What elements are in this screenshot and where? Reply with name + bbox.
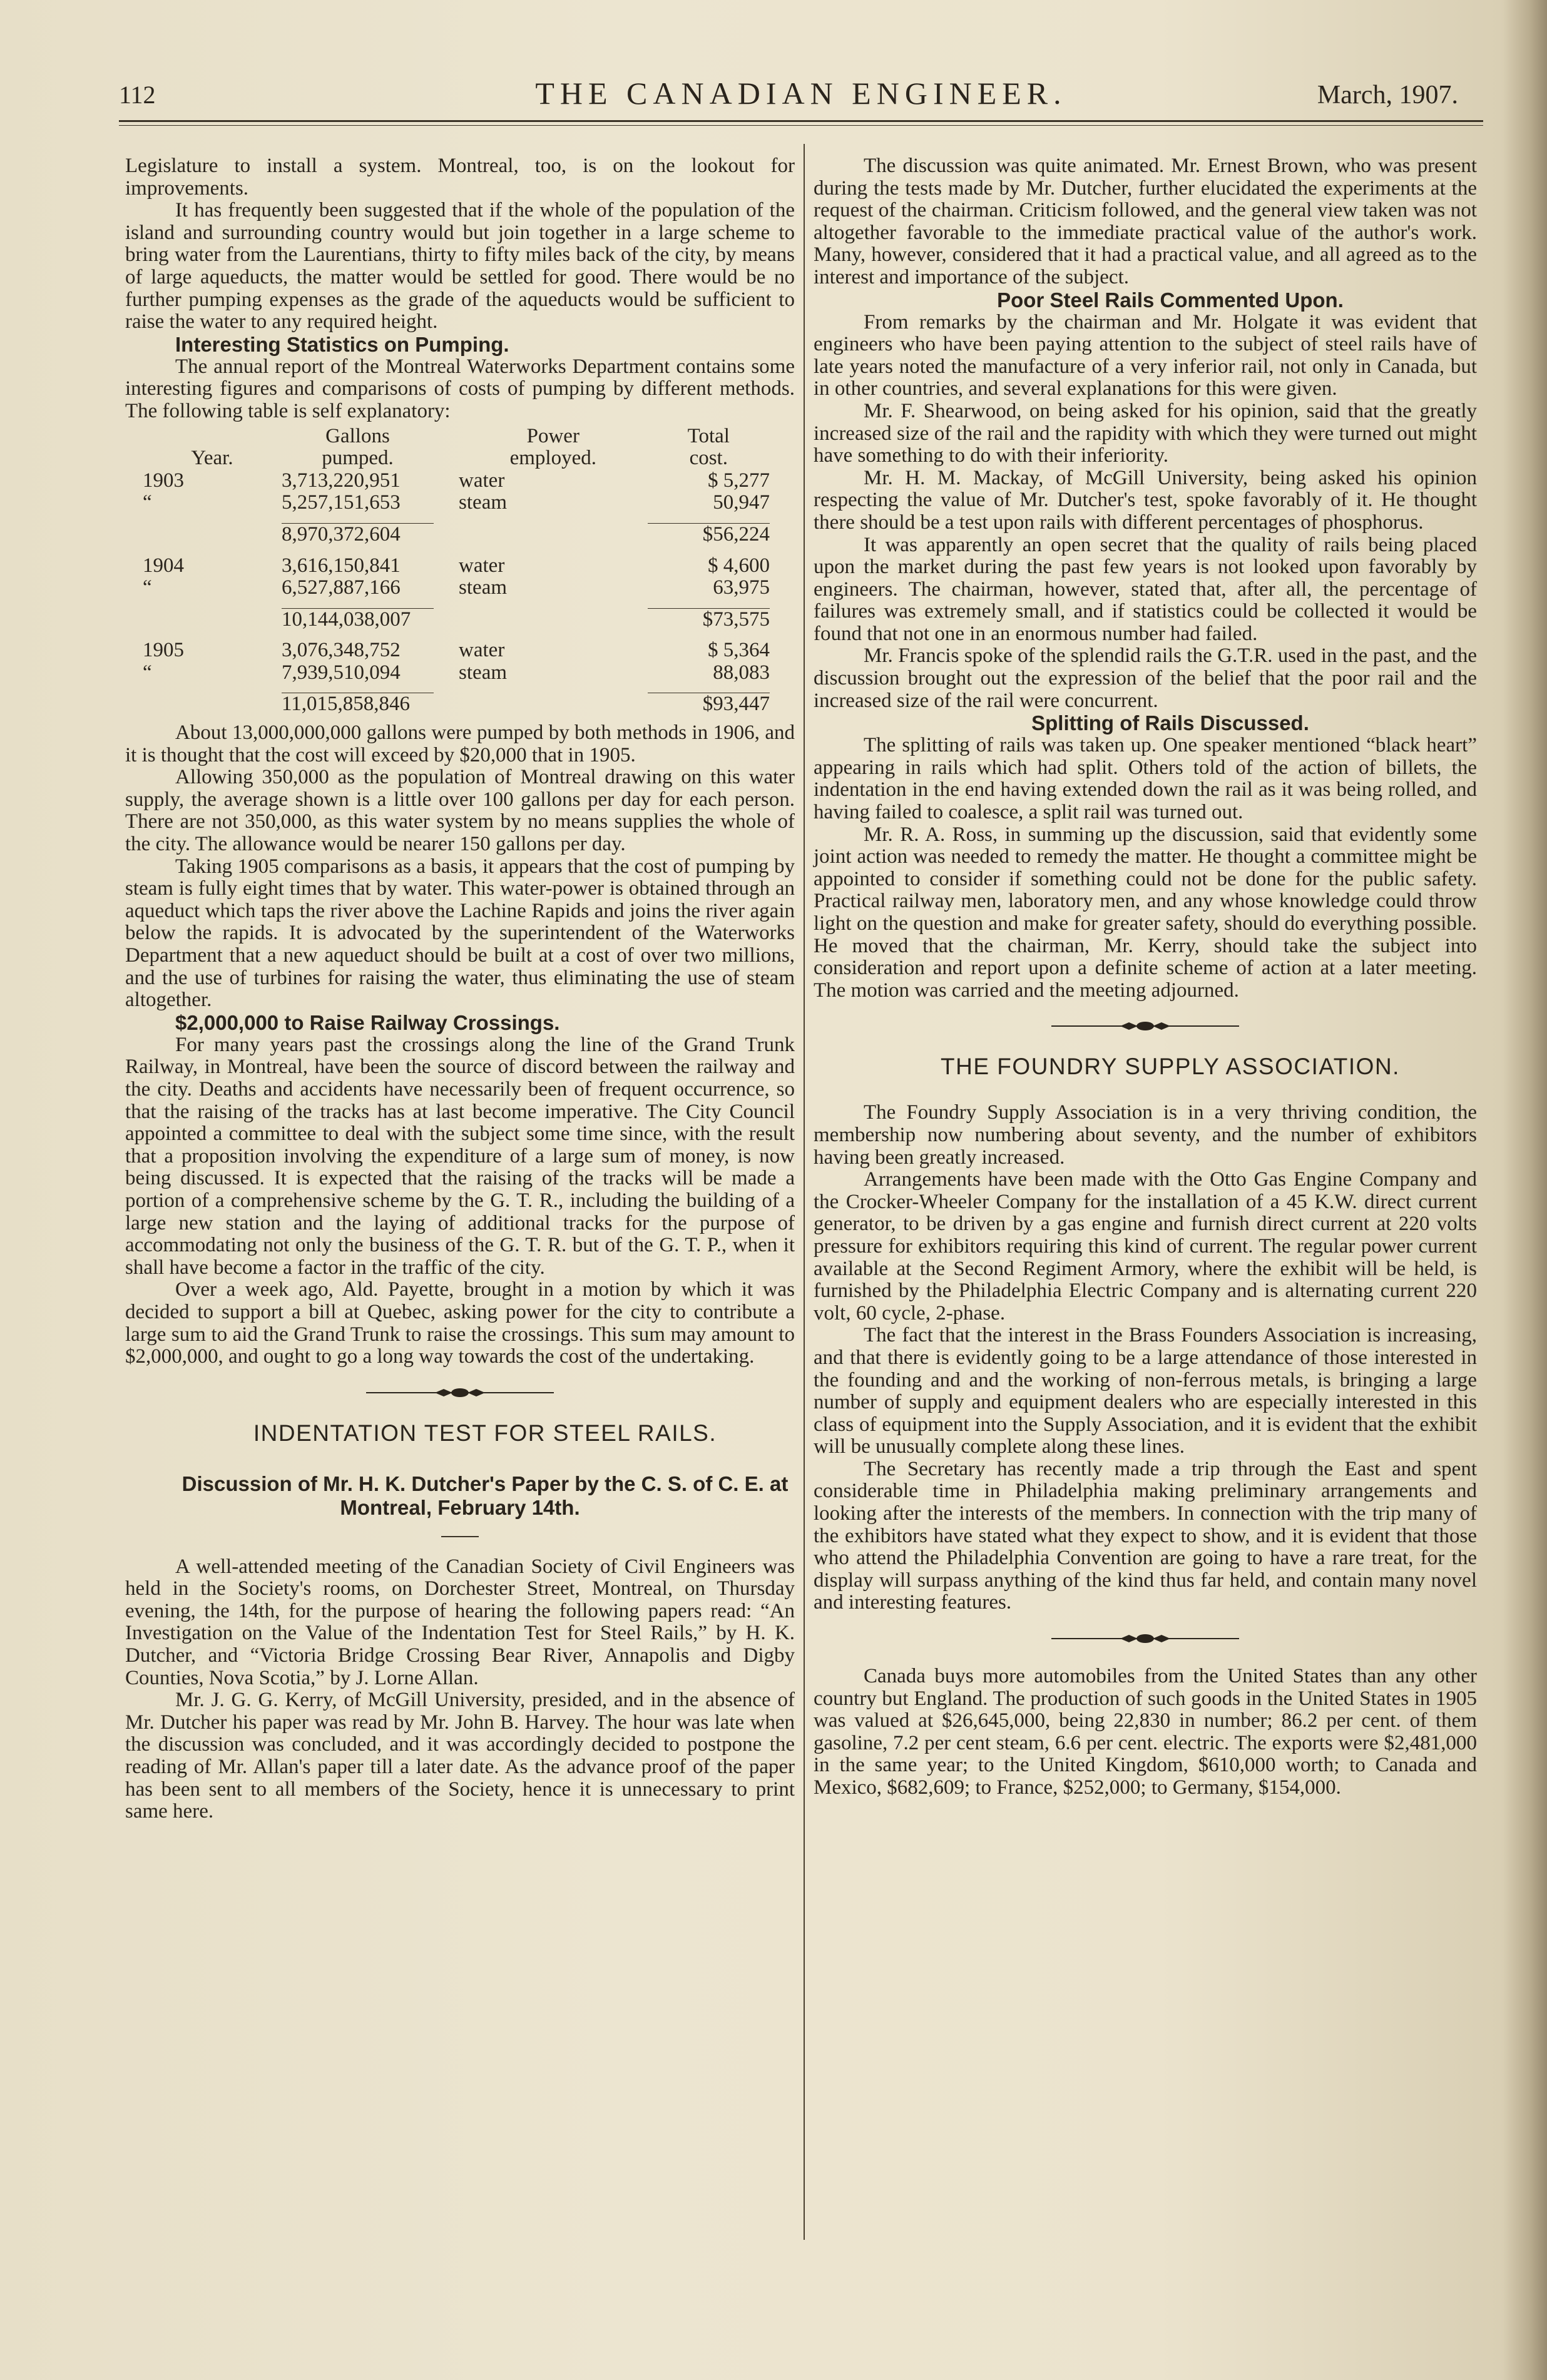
table-row	[125, 470, 795, 492]
total-gallons-cell: 11,015,858,846	[282, 684, 434, 716]
paragraph: Taking 1905 comparisons as a basis, it appears that the cost of pumping by steam is fully eight times that by water. This water-power is obtained through an aqueduct which taps the river above the Lachine Rapids and joins the river again below the rapids. It is advocated by the superintendent of the Waterworks Department that a new aqueduct should be built at a cost of over two millions, and the use of turbines for raising the water, thus eliminating the use of steam altogether.	[125, 855, 795, 1012]
cost-cell: 63,975	[713, 576, 770, 599]
year-cell: “	[143, 491, 152, 514]
article-headline: INDENTATION TEST FOR STEEL RAILS.	[253, 1420, 717, 1446]
cost-cell: 88,083	[713, 661, 770, 684]
total-gallons-cell: 10,144,038,007	[282, 599, 434, 631]
right-column	[814, 155, 1477, 1799]
article-headline: THE FOUNDRY SUPPLY ASSOCIATION.	[941, 1054, 1400, 1080]
paragraph: The discussion was quite animated. Mr. Ernest Brown, who was present during the tests made by Mr. Dutcher, further elucidated the experiments at the request of the chairman. Criticism followed, and the general view taken was not altogether favorable to the immediate practical value of the author's work. Many, however, considered that it had a practical value, and all agreed as to the interest and importance of the subject.	[814, 155, 1477, 288]
paragraph: Mr. H. M. Mackay, of McGill University, being asked his opinion respecting the value of Mr. Dutcher's test, spoke favorably of it. He thought there should be a test upon rails with different percentages of phosphorus.	[814, 466, 1477, 534]
cost-cell: $ 5,277	[708, 469, 770, 492]
cost-cell: $ 4,600	[708, 554, 770, 577]
total-cost-cell: $73,575	[648, 599, 795, 631]
column-header: Year.	[191, 447, 233, 470]
table-total-row	[125, 514, 795, 546]
paragraph: Arrangements have been made with the Otto Gas Engine Company and the Crocker-Wheeler Company for the installation of a 45 K.W. direct current generator, to be driven by a gas engine and furnish direct current at 220 volts pressure for exhibitors requiring this kind of current. The regular power current available at the Second Regiment Armory, where the exhibit will be held, is furnished by the Philadelphia Electric Company and is alternating current 220 volt, 60 cycle, 2-phase.	[814, 1168, 1477, 1325]
gallons-cell: 3,616,150,841	[281, 554, 401, 577]
gallons-cell: 3,076,348,752	[281, 639, 401, 662]
page-header	[119, 76, 1483, 124]
subheading: Interesting Statistics on Pumping.	[175, 332, 509, 356]
paragraph: Mr. Francis spoke of the splendid rails the G.T.R. used in the past, and the discussion brought out the expression of the belief that the poor rail and the increased size of the rail were concurrent.	[814, 644, 1477, 712]
header-rule-thin	[119, 125, 1483, 126]
table-header-row	[125, 425, 795, 470]
total-cost-cell: $93,447	[648, 684, 795, 716]
year-cell: 1903	[143, 469, 184, 492]
paragraph: The fact that the interest in the Brass Founders Association is increasing, and that there is evidently going to be a large attendance of those interested in the founding and and the working of non-ferrous metals, is bringing a large number of supply and equipment dealers who are especially interested in this class of equipment into the Supply Association, and it is evident that the exhibit will be unusually complete along these lines.	[814, 1324, 1477, 1458]
subheading: Poor Steel Rails Commented Upon.	[997, 288, 1344, 312]
gallons-cell: 6,527,887,166	[281, 576, 401, 599]
cost-cell: $ 5,364	[708, 639, 770, 662]
short-rule	[441, 1536, 479, 1537]
paragraph: From remarks by the chairman and Mr. Holgate it was evident that engineers who have been paying attention to the subject of steel rails have of late years noted the manufacture of a very inferior rail, not only in Canada, but in other countries, and several explanations for this were given.	[814, 310, 1477, 400]
paragraph: It has frequently been suggested that if the whole of the population of the island and surrounding country would but join together in a large scheme to bring water from the Laurentians, thirty to fifty miles back of the city, by means of large aqueducts, the matter would be settled for good. There would be no further pumping expenses as the grade of the aqueducts would be sufficient to raise the water to any required height.	[125, 199, 795, 333]
gallons-cell: 7,939,510,094	[281, 661, 401, 684]
table-row	[125, 577, 795, 599]
journal-title: THE CANADIAN ENGINEER.	[535, 76, 1067, 111]
article-deck: Discussion of Mr. H. K. Dutcher's Paper by the C. S. of C. E. at Montreal, February 14th.	[181, 1472, 789, 1519]
table-row	[125, 492, 795, 514]
column-header: Power employed.	[509, 424, 596, 470]
year-cell: 1904	[143, 554, 184, 577]
paragraph: Canada buys more automobiles from the United States than any other country but England. The production of such goods in the United States in 1905 was valued at $26,645,000, being 22,830 in number; 86.2 per cent. of them gasoline, 7.2 per cent steam, 6.6 per cent. electric. The exports were $2,481,000 in the same year; to the United Kingdom, $610,000 worth; to Canada and Mexico, $682,609; to France, $252,000; to Germany, $154,000.	[814, 1665, 1477, 1799]
table-total-row	[125, 599, 795, 631]
paragraph: The splitting of rails was taken up. One speaker mentioned “black heart” appearing in rails which had split. Others told of the action of billets, the indentation in the end having extended down the rail as it was being rolled, and having failed to coalesce, a split rail was turned out.	[814, 734, 1477, 824]
ornament-divider	[366, 1387, 554, 1398]
total-cost-cell: $56,224	[648, 514, 795, 546]
power-cell: steam	[459, 491, 508, 514]
power-cell: water	[459, 554, 505, 577]
page-number: 112	[119, 81, 156, 109]
column-header: Gallons pumped.	[322, 424, 394, 470]
pumping-statistics-table	[125, 425, 795, 716]
paragraph: It was apparently an open secret that the quality of rails being placed upon the market during the past few years is not looked upon favorably by engineers. The chairman, however, stated that, after all, the percentage of failures was extremely small, and if statistics could be collected it would be found that not one in an enormous number had failed.	[814, 533, 1477, 645]
column-divider	[804, 144, 805, 2240]
table-row	[125, 631, 795, 662]
gallons-cell: 5,257,151,653	[281, 491, 401, 514]
cost-cell: 50,947	[713, 491, 770, 514]
issue-date: March, 1907.	[1317, 81, 1458, 109]
power-cell: water	[459, 469, 505, 492]
header-rule	[119, 120, 1483, 122]
paragraph: Legislature to install a system. Montreal, too, is on the lookout for improvements.	[125, 155, 795, 200]
year-cell: “	[143, 661, 152, 684]
paragraph: Mr. R. A. Ross, in summing up the discussion, said that evidently some joint action was needed to remedy the matter. He thought a committee might be appointed to consider if something could not be done for the public safety. Practical railway men, laboratory men, and any whose knowledge could throw light on the question and make for greater safety, should do everything possible. He moved that the chairman, Mr. Kerry, should take the subject into consideration and report upon a definite scheme of action at a later meeting. The motion was carried and the meeting adjourned.	[814, 823, 1477, 1002]
ornament-divider	[1051, 1020, 1239, 1032]
paragraph: Mr. J. G. G. Kerry, of McGill University, presided, and in the absence of Mr. Dutcher his paper was read by Mr. John B. Harvey. The hour was late when the discussion was concluded, and it was accordingly decided to postpone the reading of Mr. Allan's paper till a later date. As the advance proof of the paper has been sent to all members of the Society, hence it is unnecessary to print same here.	[125, 1689, 795, 1823]
column-header: Total cost.	[687, 424, 730, 470]
year-cell: “	[143, 576, 152, 599]
power-cell: steam	[459, 661, 508, 684]
table-total-row	[125, 684, 795, 716]
paragraph: About 13,000,000,000 gallons were pumped by both methods in 1906, and it is thought that the cost will exceed by $20,000 that in 1905.	[125, 721, 795, 766]
paragraph: Over a week ago, Ald. Payette, brought in a motion by which it was decided to support a bill at Quebec, asking power for the city to contribute a large sum to aid the Grand Trunk to raise the crossings. This sum may amount to $2,000,000, and ought to go a long way towards the cost of the undertaking.	[125, 1278, 795, 1368]
paragraph: For many years past the crossings along the line of the Grand Trunk Railway, in Montreal, have been the source of discord between the railway and the city. Deaths and accidents have necessarily been of frequent occurrence, so that the raising of the tracks has at last become imperative. The City Council appointed a committee to deal with the subject some time since, with the result that a proposition involving the expenditure of a large sum of money, is now being discussed. It is expected that the raising of the tracks will be made a portion of a comprehensive scheme by the G. T. R., including the building of a large new station and the laying of additional tracks for the purpose of accommodating not only the business of the G. T. R. but of the G. T. P., when it shall have become a factor in the traffic of the city.	[125, 1033, 795, 1279]
paragraph: A well-attended meeting of the Canadian Society of Civil Engineers was held in the Society's rooms, on Dorchester Street, Montreal, on Thursday evening, the 14th, for the purpose of hearing the following papers read: “An Investigation on the Value of the Indentation Test for Steel Rails,” by H. K. Dutcher, and “Victoria Bridge Crossing Bear River, Annapolis and Digby Counties, Nova Scotia,” by J. Lorne Allan.	[125, 1555, 795, 1689]
year-cell: 1905	[143, 639, 184, 662]
page-binding-shadow	[1503, 0, 1547, 2380]
table-row	[125, 662, 795, 684]
ornament-divider	[1051, 1633, 1239, 1644]
subheading: $2,000,000 to Raise Railway Crossings.	[175, 1010, 560, 1034]
paragraph: The Secretary has recently made a trip through the East and spent considerable time in Philadelphia making preliminary arrangements and looking after the interests of the members. In connection with the trip many of the exhibitors have stated what they expect to show, and it is evident that those who attend the Philadelphia Convention are going to have a rare treat, for the display will surpass anything of the kind thus far held, and contain many novel and interesting features.	[814, 1457, 1477, 1614]
power-cell: water	[459, 639, 505, 662]
subheading: Splitting of Rails Discussed.	[1031, 711, 1309, 735]
paragraph: Mr. F. Shearwood, on being asked for his opinion, said that the greatly increased size of the rail and the rapidity with which they were turned out might have something to do with their inferiority.	[814, 399, 1477, 467]
paragraph: Allowing 350,000 as the population of Montreal drawing on this water supply, the average shown is a little over 100 gallons per day for each person. There are not 350,000, as this water system by no means supplies the whole of the city. The allowance would be nearer 150 gallons per day.	[125, 766, 795, 856]
paragraph: The Foundry Supply Association is in a very thriving condition, the membership now numbering about seventy, and the number of exhibitors having been greatly increased.	[814, 1101, 1477, 1169]
table-row	[125, 546, 795, 577]
paragraph: The annual report of the Montreal Waterworks Department contains some interesting figures and comparisons of costs of pumping by different methods. The following table is self explanatory:	[125, 355, 795, 422]
total-gallons-cell: 8,970,372,604	[282, 514, 434, 546]
power-cell: steam	[459, 576, 508, 599]
gallons-cell: 3,713,220,951	[281, 469, 401, 492]
left-column	[125, 155, 795, 1823]
